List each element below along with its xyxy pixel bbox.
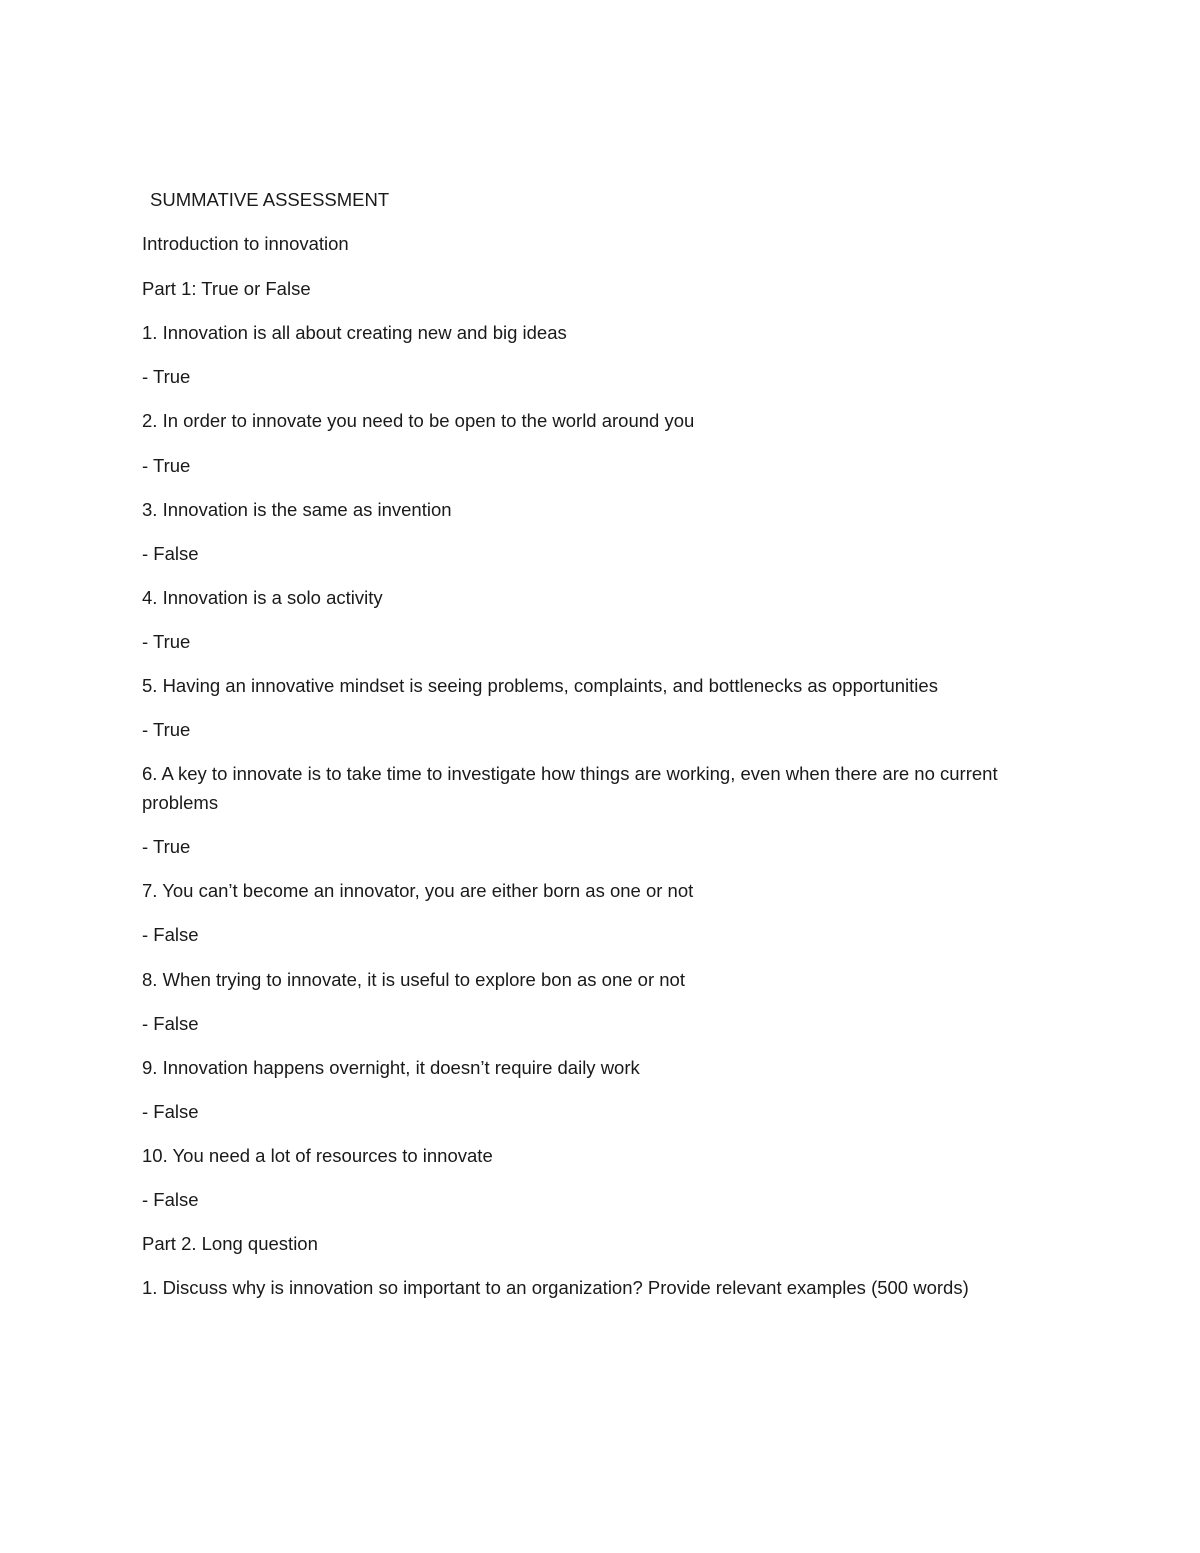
- answer-9: - False: [142, 1101, 199, 1122]
- answer-10: - False: [142, 1189, 199, 1210]
- document-title: SUMMATIVE ASSESSMENT: [150, 189, 390, 210]
- answer-4: - True: [142, 631, 191, 652]
- question-7: 7. You can’t become an innovator, you are either born as one or not: [142, 880, 694, 901]
- answer-5: - True: [142, 719, 191, 740]
- answer-7: - False: [142, 924, 199, 945]
- answer-1: - True: [142, 366, 191, 387]
- part1-heading: Part 1: True or False: [142, 278, 311, 299]
- question-2: 2. In order to innovate you need to be open to the world around you: [142, 410, 695, 431]
- question-10: 10. You need a lot of resources to innovate: [142, 1145, 493, 1166]
- answer-2: - True: [142, 455, 191, 476]
- part2-question: 1. Discuss why is innovation so important to an organization? Provide relevant examples (500 words): [142, 1277, 969, 1298]
- question-4: 4. Innovation is a solo activity: [142, 587, 383, 608]
- question-5: 5. Having an innovative mindset is seeing problems, complaints, and bottlenecks as opportunities: [142, 675, 938, 696]
- question-1: 1. Innovation is all about creating new and big ideas: [142, 322, 567, 343]
- question-3: 3. Innovation is the same as invention: [142, 499, 452, 520]
- answer-3: - False: [142, 543, 199, 564]
- question-8: 8. When trying to innovate, it is useful to explore bon as one or not: [142, 969, 685, 990]
- document-subtitle: Introduction to innovation: [142, 233, 349, 254]
- question-9: 9. Innovation happens overnight, it doesn’t require daily work: [142, 1057, 640, 1078]
- answer-8: - False: [142, 1013, 199, 1034]
- question-6: 6. A key to innovate is to take time to investigate how things are working, even when there are no current problems: [142, 763, 998, 813]
- answer-6: - True: [142, 836, 191, 857]
- part2-heading: Part 2. Long question: [142, 1233, 318, 1254]
